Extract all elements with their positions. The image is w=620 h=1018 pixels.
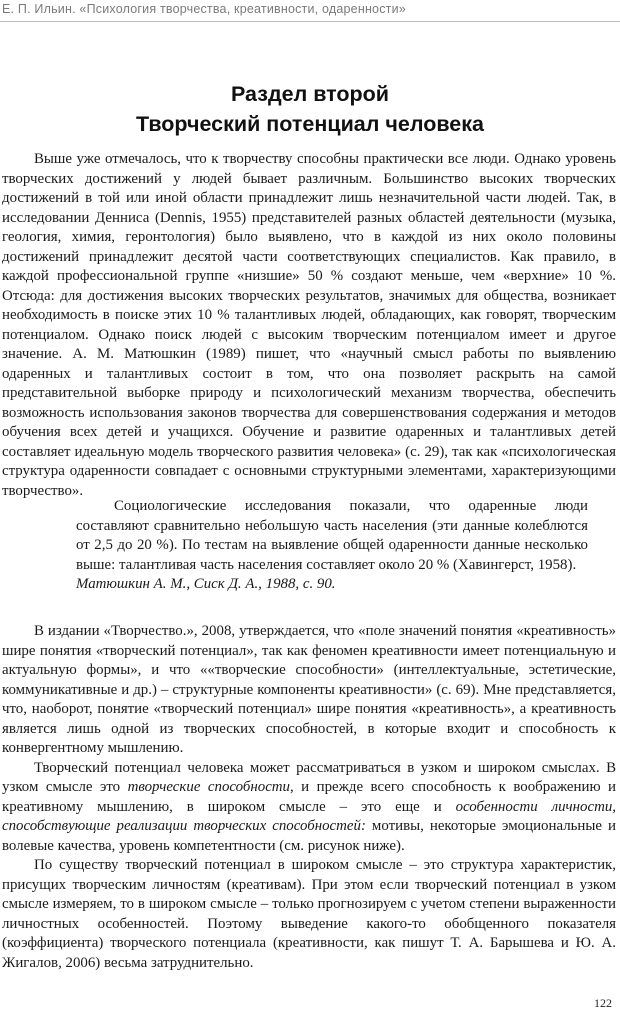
block-quote [76, 497, 588, 595]
section-title-line1: Раздел второй [231, 82, 389, 106]
paragraph-1-block [2, 150, 616, 501]
paragraph-2: В издании «Творчество.», 2008, утверждается, что «поле значений понятия «креативность» шире понятия «творческий потенциал», так как феномен креативности имеет потенциальную и актуальную формы», и что ««творческие способности» (интеллектуальные, эстетические, коммуникативные и др.) – структурные компоненты креативности» (с. 69). Мне представляется, что, наоборот, понятие «творческий потенциал» шире понятия «креативность», а креативность является лишь одной из творческих способностей, в которые входит и способность к конвергентному мышлению. [2, 623, 616, 756]
paragraph-3 [2, 759, 616, 857]
paragraph-1: Выше уже отмечалось, что к творчеству способны практически все люди. Однако уровень творческих достижений у людей бывает различным. Большинство высоких творческих достижений в той или иной области принадлежит лишь незначительной части людей. Так, в исследовании Денниса (Dennis, 1955) представителей разных областей деятельности (музыка, геология, химия, геронтология) было выявлено, что в каждой из них около половины достижений принадлежит десятой части соответствующих специалистов. Как правило, в каждой профессиональной группе «низшие» 50 % создают меньше, чем «верхние» 10 %. Отсюда: для достижения высоких творческих результатов, значимых для общества, возникает необходимость в поиске этих 10 % талантливых людей, обладающих, как говорят, творческим потенциалом. Однако поиск людей с высоким творческим потенциалом имеет и другое значение. А. М. Матюшкин (1989) пишет, что «научный смысл работы по выявлению одаренных и талантливых состоит в том, что она позволяет раскрыть на самой представительной выборке природу и психологический механизм творчества, обеспечить возможность использования законов творчества для совершенствования содержания и методов обучения всех детей и учащихся. Обучение и развитие одаренных и талантливых детей составляет идеальную модель творческого развития человека» (с. 29), так как «психологическая структура одаренности совпадает с основными структурными элементами, характеризующими творчество». [2, 151, 616, 499]
section-title-line2: Творческий потенциал человека [136, 112, 484, 136]
paragraph-3-text-c: мотивы, некоторые эмоциональные и волевые качества, уровень компетентности (см. рисунок ниже). [2, 818, 616, 854]
paragraphs-2-4-block [2, 622, 616, 973]
paragraph-3-text-b: , и прежде всего способность к воображению и креативному мышлению, в широком смысле – это еще и [2, 779, 616, 815]
running-header: Е. П. Ильин. «Психология творчества, креативности, одаренности» [2, 2, 406, 16]
section-title [0, 79, 620, 139]
page-number: 122 [594, 996, 612, 1010]
quote-text: Социологические исследования показали, что одаренные люди составляют сравнительно небольшую часть населения (эти данные колеблются от 2,5 до 20 %). По тестам на выявление общей одаренности данные несколько выше: талантливая часть населения составляет около 20 % (Хавингерст, 1958). [76, 498, 588, 573]
paragraph-3-text-a: Творческий потенциал человека может рассматриваться в узком и широком смыслах. В узком смысле это [2, 759, 616, 795]
header-divider [0, 21, 620, 22]
quote-attribution: Матюшкин А. М., Сиск Д. А., 1988, с. 90. [76, 576, 336, 592]
paragraph-4: По существу творческий потенциал в широком смысле – это структура характеристик, присущих творческим личностям (креативам). При этом если творческий потенциал в узком смысле измеряем, то в широком смысле – только прогнозируем с учетом степени выраженности личностных особенностей. Поэтому выведение какого-то обобщенного показателя (коэффициента) творческого потенциала (креативности, как пишут Т. А. Барышева и Ю. А. Жигалов, 2006) весьма затруднительно. [2, 857, 616, 971]
paragraph-3-emphasis-1: творческие способности [127, 779, 291, 795]
paragraph-3-emphasis-2: особенности личности, способствующие реализации творческих способностей: [2, 798, 616, 834]
